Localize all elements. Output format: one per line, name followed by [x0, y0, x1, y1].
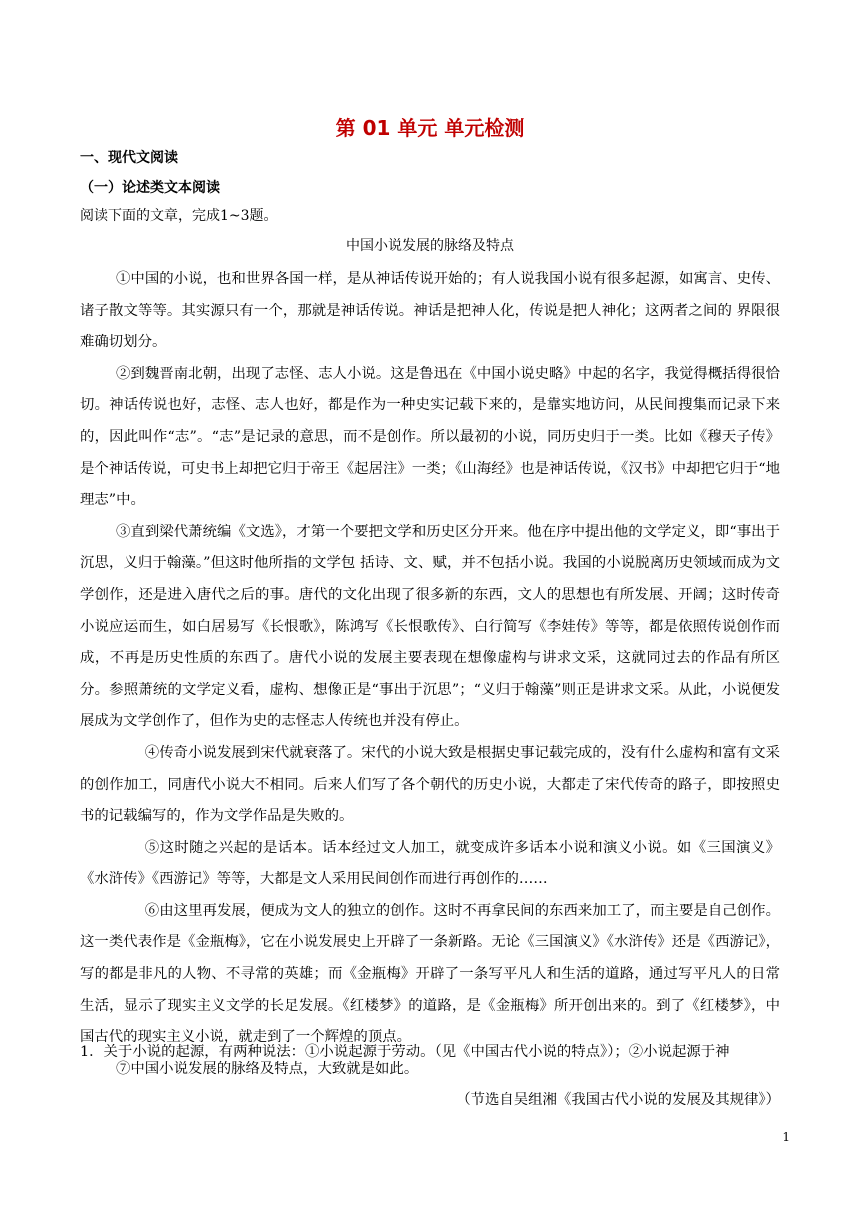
reading-instruction: 阅读下面的文章，完成1~3题。 [80, 208, 278, 224]
page-number: 1 [782, 1130, 790, 1144]
paragraph-6: ⑥由这里再发展，便成为文人的独立的创作。这时不再拿民间的东西来加工了，而主要是自己创作。这一类代表作是《金瓶梅》，它在小说发展史上开辟了一条新路。无论《三国演义》《水浒传》还是《西游记》，写的都是非凡的人物、不寻常的英雄；而《金瓶梅》开辟了一条写平凡人和生活的道路，通过写平凡人的日常生活，显示了现实主义文学的长足发展。《红楼梦》的道路，是《金瓶梅》所开创出来的。到了《红楼梦》，中国古代的现实主义小说，就走到了一个辉煌的顶点。 [80, 902, 780, 1046]
document-title: 第 01 单元 单元检测 [335, 116, 525, 140]
paragraph-4: ④传奇小说发展到宋代就衰落了。宋代的小说大致是根据史事记载完成的，没有什么虚构和富有文采的创作加工，同唐代小说大不相同。后来人们写了各个朝代的历史小说，大都走了宋代传奇的路子，即按照史书的记载编写的，作为文学作品是失败的。 [80, 744, 780, 825]
source-citation: （节选自吴组湘《我国古代小说的发展及其规律》） [456, 1092, 780, 1109]
section-heading-modern-reading: 一、现代文阅读 [80, 150, 178, 166]
section-heading-argumentative-text: （一）论述类文本阅读 [80, 180, 220, 196]
article-body [80, 264, 780, 1117]
paragraph-1: ①中国的小说，也和世界各国一样，是从神话传说开始的；有人说我国小说有很多起源，如寓言、史传、诸子散文等等。其实源只有一个，那就是神话传说。神话是把神人化，传说是把人神化；这两者之间的 界限很难确切划分。 [80, 271, 780, 351]
paragraph-3: ③直到梁代萧统编《文选》，才第一个要把文学和历史区分开来。他在序中提出他的文学定义，即“事出于沉思，义归于翰藻。”但这时他所指的文学包 括诗、文、赋，并不包括小说。我国的小说脱离历史领域而成为文学创作，还是进入唐代之后的事。唐代的文化出现了很多新的东西，文人的思想也有所发展、开阔；这时传奇小说应运而生，如白居易写《长恨歌》，陈鸿写《长恨歌传》、白行简写《李娃传》等等，都是依照传说创作而成，不再是历史性质的东西了。唐代小说的发展主要表现在想像虚构与讲求文采，这就同过去的作品有所区分。参照萧统的文学定义看，虚构、想像正是“事出于沉思”；“义归于翰藻”则正是讲求文采。从此，小说便发展成为文学创作了，但作为史的志怪志人传统也并没有停止。 [80, 523, 780, 730]
paragraph-5: ⑤这时随之兴起的是话本。话本经过文人加工，就变成许多话本小说和演义小说。如《三国演义》《水浒传》《西游记》等等，大都是文人采用民间创作而进行再创作的…… [80, 839, 780, 888]
paragraph-7: ⑦中国小说发展的脉络及特点，大致就是如此。 [116, 1060, 419, 1077]
paragraph-2: ②到魏晋南北朝，出现了志怪、志人小说。这是鲁迅在《中国小说史略》中起的名字，我觉得概括得很恰切。神话传说也好，志怪、志人也好，都是作为一种史实记载下来的，是靠实地访问，从民间搜集而记录下来的，因此叫作“志”。“志”是记录的意思，而不是创作。所以最初的小说，同历史归于一类。比如《穆天子传》是个神话传说，可史书上却把它归于帝王《起居注》一类；《山海经》也是神话传说，《汉书》中却把它归于“地理志”中。 [80, 365, 780, 509]
article-title: 中国小说发展的脉络及特点 [346, 238, 514, 254]
question-1: 1．关于小说的起源，有两种说法：①小说起源于劳动。（见《中国古代小说的特点》）；②小说起源于神 [80, 1044, 730, 1060]
